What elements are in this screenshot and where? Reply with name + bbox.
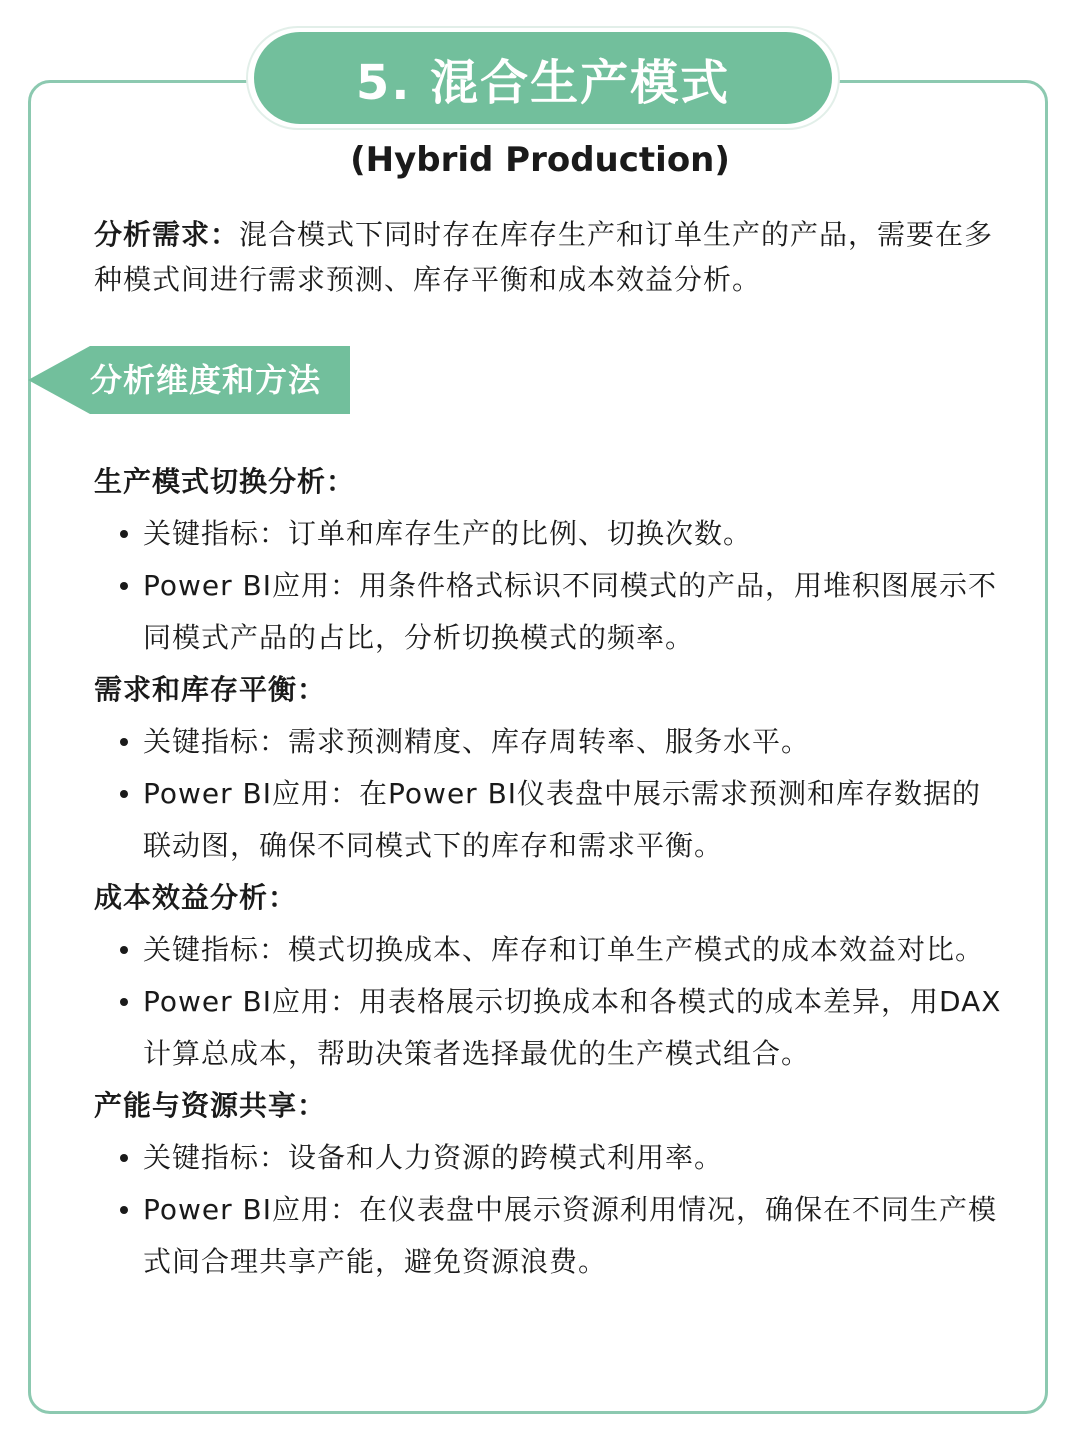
list-item-text: Power BI应用：用表格展示切换成本和各模式的成本差异，用DAX计算总成本，帮助决策者选择最优的生产模式组合。: [143, 985, 1002, 1070]
section-title: 分析维度和方法: [90, 361, 322, 399]
group-capacity-sharing: [94, 1080, 1006, 1288]
page-subtitle: (Hybrid Production): [350, 140, 730, 180]
list-item: [94, 508, 1006, 560]
bullet-icon: [120, 582, 128, 590]
list-item-text: 关键指标：需求预测精度、库存周转率、服务水平。: [143, 725, 811, 758]
bullet-icon: [120, 946, 128, 954]
bullet-icon: [120, 998, 128, 1006]
list-item-text: Power BI应用：在仪表盘中展示资源利用情况，确保在不同生产模式间合理共享产能，避免资源浪费。: [143, 1193, 998, 1278]
list-item: [94, 560, 1006, 664]
list-item: [94, 716, 1006, 768]
bullet-icon: [120, 1206, 128, 1214]
bullet-icon: [120, 790, 128, 798]
list-item: [94, 976, 1006, 1080]
list-item-text: Power BI应用：用条件格式标识不同模式的产品，用堆积图展示不同模式产品的占比，分析切换模式的频率。: [143, 569, 998, 654]
list-item: [94, 924, 1006, 976]
bullet-icon: [120, 530, 128, 538]
group-title: 需求和库存平衡：: [94, 673, 327, 706]
intro-lead: 分析需求：: [94, 218, 240, 251]
intro-text: 混合模式下同时存在库存生产和订单生产的产品，需要在多种模式间进行需求预测、库存平衡和成本效益分析。: [94, 218, 994, 296]
group-title: 生产模式切换分析：: [94, 465, 356, 498]
list-item: [94, 1184, 1006, 1288]
bullet-icon: [120, 1154, 128, 1162]
bullet-icon: [120, 738, 128, 746]
list-item: [94, 1132, 1006, 1184]
list-item-text: 关键指标：订单和库存生产的比例、切换次数。: [143, 517, 753, 550]
page-title: 5. 混合生产模式: [254, 32, 832, 124]
group-demand-inventory: [94, 664, 1006, 872]
section-banner: [28, 346, 350, 414]
group-mode-switch: [94, 456, 1006, 664]
list-item-text: Power BI应用：在Power BI仪表盘中展示需求预测和库存数据的联动图，确保不同模式下的库存和需求平衡。: [143, 777, 982, 862]
intro-paragraph: [94, 212, 1006, 302]
list-item: [94, 768, 1006, 872]
group-cost-benefit: [94, 872, 1006, 1080]
list-item-text: 关键指标：模式切换成本、库存和订单生产模式的成本效益对比。: [143, 933, 985, 966]
group-title: 成本效益分析：: [94, 881, 298, 914]
group-title: 产能与资源共享：: [94, 1089, 327, 1122]
analysis-content: [94, 456, 1006, 1288]
list-item-text: 关键指标：设备和人力资源的跨模式利用率。: [143, 1141, 724, 1174]
